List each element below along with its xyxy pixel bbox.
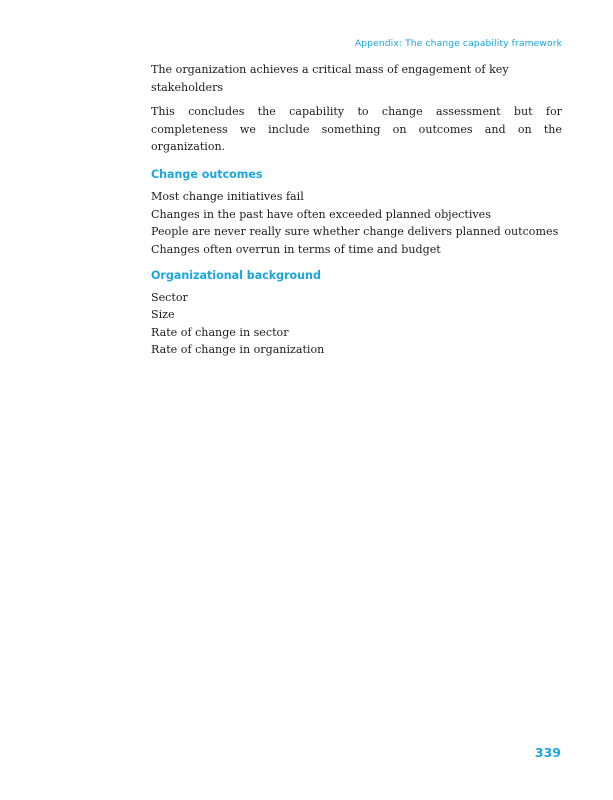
list-item: Rate of change in organization xyxy=(151,343,325,356)
page-number: 339 xyxy=(534,745,561,760)
running-head: Appendix: The change capability framework xyxy=(354,38,562,49)
section-heading-change-outcomes: Change outcomes xyxy=(151,167,263,181)
intro-paragraph: This concludes the capability to change assessment but for completeness we include something on outcomes and on the organization. xyxy=(151,105,562,153)
page-body xyxy=(151,61,562,359)
list-item: Changes often overrun in terms of time and budget xyxy=(151,242,441,256)
list-item: People are never really sure whether change delivers planned outcomes xyxy=(151,225,559,238)
intro-line: The organization achieves a critical mass of engagement of key stakeholders xyxy=(151,63,509,94)
list-item: Rate of change in sector xyxy=(151,325,289,339)
list-item: Changes in the past have often exceeded planned objectives xyxy=(151,207,491,221)
list-item: Sector xyxy=(151,290,188,304)
list-item: Most change initiatives fail xyxy=(151,190,304,203)
change-outcomes-list xyxy=(151,188,562,258)
list-item: Size xyxy=(151,308,175,321)
organizational-background-list xyxy=(151,289,562,359)
section-heading-organizational-background: Organizational background xyxy=(151,269,321,282)
